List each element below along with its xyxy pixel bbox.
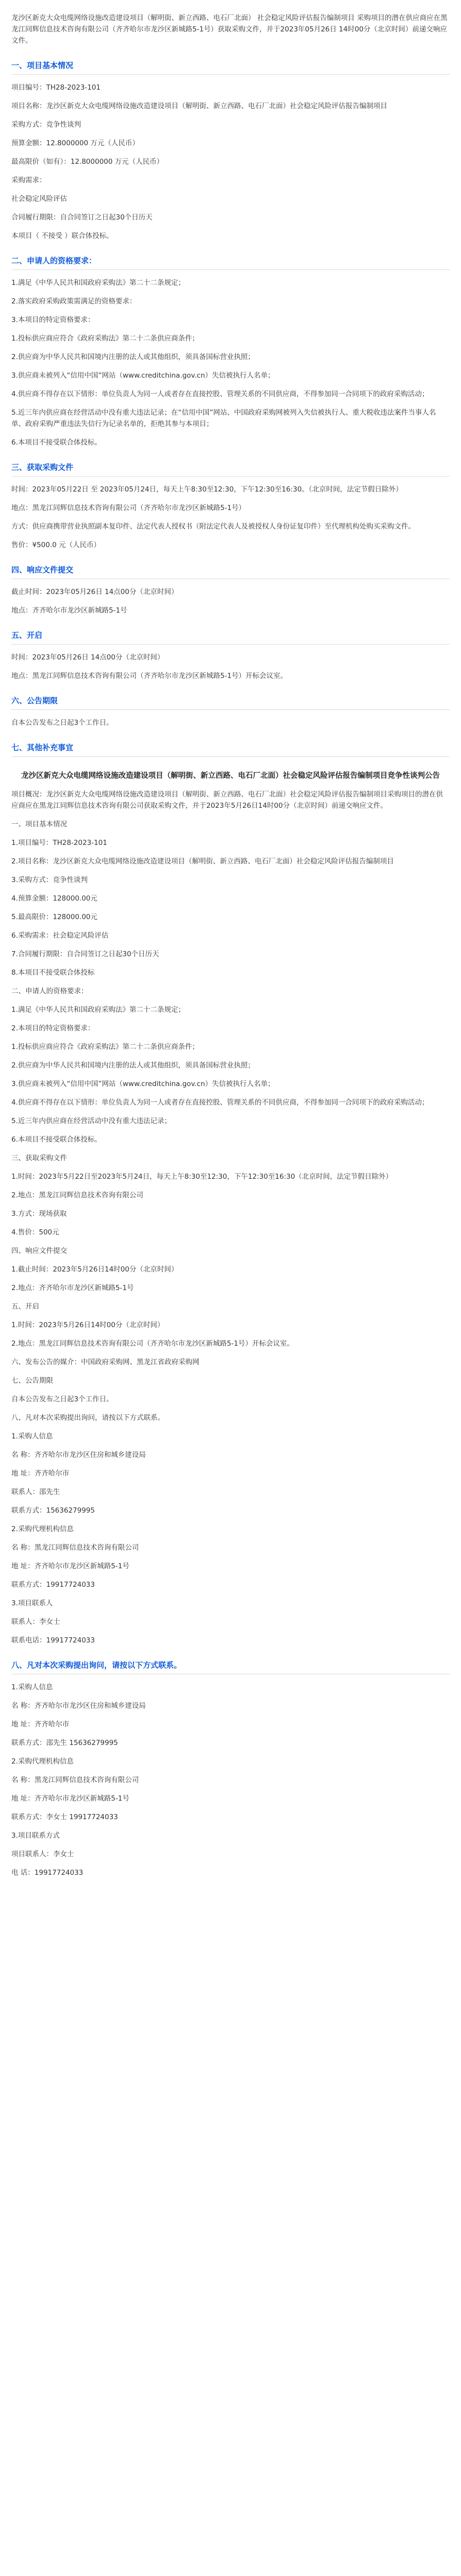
text-line: 3.供应商未被列入“信用中国”网站（www.creditchina.gov.cn）失信被执行人名单； (11, 1080, 275, 1088)
agency-label: 2.采购代理机构信息 (11, 1757, 74, 1766)
text-line: 联系方式：19917724033 (11, 1581, 95, 1589)
text-line: 1.时间：2023年5月26日14时00分（北京时间） (11, 1321, 164, 1329)
text-line: 最高限价（如有）：12.8000000 万元（人民币） (11, 158, 164, 166)
agency-address: 地 址：齐齐哈尔市龙沙区新城路5-1号 (11, 1794, 129, 1803)
section-heading-2: 二、申请人的资格要求： (11, 256, 97, 265)
text-line: 6.本项目不接受联合体投标。 (11, 1136, 102, 1144)
section-divider (11, 74, 450, 75)
buyer-address: 地 址：齐齐哈尔市 (11, 1720, 70, 1728)
text-line: 5.近三年内供应商在经营活动中没有重大违法记录； (11, 1117, 171, 1125)
text-line: 2.供应商为中华人民共和国境内注册的法人或其他组织，须具备国标营业执照； (11, 1061, 255, 1070)
text-line: 8.本项目不接受联合体投标 (11, 969, 95, 977)
text-line: 3.采购方式：竞争性谈判 (11, 876, 88, 884)
text-line: 3.方式：现场获取 (11, 1210, 67, 1218)
text-line: 4.供应商不得存在以下情形：单位负责人为同一人或者存在直接控股、管理关系的不同供应商，不得参加同一合同项下的政府采购活动； (11, 390, 429, 398)
text-line: 预算金额：12.8000000 万元（人民币） (11, 139, 139, 147)
text-line: 2.采购代理机构信息 (11, 1525, 74, 1533)
text-line: 合同履行期限：自合同签订之日起30个日历天 (11, 213, 153, 222)
text-line: 本项目（ 不接受 ）联合体投标。 (11, 232, 113, 240)
text-line: 一、项目基本情况 (11, 820, 67, 828)
text-line: 2.项目名称：龙沙区新克大众电缆网络设施改造建设项目（解明街、新立西路、电石厂北面）社会稳定风险评估报告编制项目 (11, 857, 394, 866)
text-line: 6.本项目不接受联合体投标。 (11, 438, 102, 447)
text-line: 2.供应商为中华人民共和国境内注册的法人或其他组织，须具备国标营业执照； (11, 353, 255, 361)
agency-name: 名 称：黑龙江同辉信息技术咨询有限公司 (11, 1776, 139, 1784)
text-line: 项目编号：TH28-2023-101 (11, 83, 101, 92)
text-line: 2.落实政府采购政策需满足的资格要求： (11, 297, 137, 306)
text-line: 售价：¥500.0 元（人民币） (11, 541, 101, 549)
text-line: 地点：黑龙江同辉信息技术咨询有限公司（齐齐哈尔市龙沙区新城路5-1号） (11, 504, 246, 512)
text-line: 4.供应商不得存在以下情形：单位负责人为同一人或者存在直接控股、管理关系的不同供应商，不得参加同一合同项下的政府采购活动； (11, 1098, 429, 1107)
text-line: 项目概况：龙沙区新克大众电缆网络设施改造建设项目（解明街、新立西路、电石厂北面）社会稳定风险评估报告编制项目采购项目的潜在供应商应在黑龙江同辉信息技术咨询有限公司获取采购文件，并于2023年5月26日14时00分（北京时间）前递交响应文件。 (11, 790, 443, 810)
section-divider (11, 269, 450, 270)
section-6-body (11, 717, 450, 728)
text-line: 社会稳定风险评估 (11, 195, 67, 203)
text-line: 3.本项目的特定资格要求： (11, 316, 95, 324)
text-line: 自本公告发布之日起3个工作日。 (11, 1395, 113, 1403)
section-heading-5: 五、开启 (11, 631, 43, 640)
text-line: 七、公告期限 (11, 1377, 53, 1385)
text-line: 2.本项目的特定资格要求： (11, 1024, 95, 1032)
text-line: 方式：供应商携带营业执照副本复印件、法定代表人授权书（附法定代表人及被授权人身份证复印件）至代理机构处购买采购文件。 (11, 522, 415, 531)
section-heading-7: 七、其他补充事宜 (11, 743, 74, 752)
text-line: 地 址：齐齐哈尔市龙沙区新城路5-1号 (11, 1562, 129, 1570)
section-3-body (11, 484, 450, 551)
text-line: 5.近三年内供应商在经营活动中没有重大违法记录；在“信用中国”网站、中国政府采购网被列入失信被执行人、重大税收违法案件当事人名单、政府采购严重违法失信行为记录名单的，拒绝其参与本项目； (11, 409, 436, 428)
buyer-label: 1.采购人信息 (11, 1683, 53, 1691)
text-line: 6.采购需求：社会稳定风险评估 (11, 931, 109, 940)
text-line: 1.满足《中华人民共和国政府采购法》第二十二条规定； (11, 279, 185, 287)
section-divider (11, 644, 450, 645)
section-heading-8: 八、凡对本次采购提出询问，请按以下方式联系。 (11, 1660, 182, 1670)
text-line: 联系人：李女士 (11, 1618, 60, 1626)
section-8-body (11, 1682, 450, 1878)
text-line: 地点：齐齐哈尔市龙沙区新城路5-1号 (11, 606, 127, 615)
section-heading-3: 三、获取采购文件 (11, 463, 74, 472)
text-line: 1.投标供应商应符合《政府采购法》第二十二条供应商条件； (11, 334, 199, 343)
supplement-title: 龙沙区新克大众电缆网络设施改造建设项目（解明街、新立西路、电石厂北面）社会稳定风险评估报告编制项目竞争性谈判公告 (21, 772, 440, 780)
text-line: 联系方式：15636279995 (11, 1506, 95, 1515)
text-line: 2.地点：黑龙江同辉信息技术咨询有限公司 (11, 1191, 143, 1199)
text-line: 1.项目编号：TH28-2023-101 (11, 839, 107, 847)
text-line: 地点：黑龙江同辉信息技术咨询有限公司（齐齐哈尔市龙沙区新城路5-1号）开标会议室。 (11, 672, 288, 680)
text-line: 1.投标供应商应符合《政府采购法》第二十二条供应商条件； (11, 1043, 199, 1051)
text-line: 二、申请人的资格要求： (11, 987, 88, 995)
section-divider (11, 709, 450, 710)
text-line: 采购方式：竞争性谈判 (11, 121, 81, 129)
buyer-contact: 联系方式：邵先生 15636279995 (11, 1739, 118, 1747)
project-contact-phone: 电 话：19917724033 (11, 1869, 84, 1877)
section-heading-1: 一、项目基本情况 (11, 61, 74, 70)
text-line: 4.预算金额：128000.00元 (11, 894, 97, 903)
text-line: 2.地点：齐齐哈尔市龙沙区新城路5-1号 (11, 1284, 134, 1292)
text-line: 7.合同履行期限：自合同签订之日起30个日历天 (11, 950, 159, 958)
project-contact-name: 项目联系人：李女士 (11, 1850, 74, 1858)
text-line: 六、发布公告的媒介：中国政府采购网、黑龙江省政府采购网 (11, 1358, 200, 1366)
project-contact-label: 3.项目联系方式 (11, 1832, 60, 1840)
agency-contact: 联系方式：李女士 19917724033 (11, 1813, 118, 1821)
section-heading-4: 四、响应文件提交 (11, 565, 74, 574)
text-line: 3.供应商未被列入“信用中国”网站（www.creditchina.gov.cn）失信被执行人名单； (11, 371, 275, 380)
section-divider (11, 756, 450, 757)
text-line: 三、获取采购文件 (11, 1154, 67, 1162)
buyer-name: 名 称：齐齐哈尔市龙沙区住房和城乡建设局 (11, 1702, 146, 1710)
intro-paragraph: 龙沙区新克大众电缆网络设施改造建设项目（解明街、新立西路、电石厂北面） 社会稳定风险评估报告编制项目 采购项目的潜在供应商应在黑龙江同辉信息技术咨询有限公司（齐齐哈尔市龙沙区新城路5-1号）获取采购文件，并于2023年05月26日 14时00分（北京时间）前递交响应文件。 (11, 14, 448, 45)
text-line: 四、响应文件提交 (11, 1247, 67, 1255)
text-line: 截止时间：2023年05月26日 14点00分（北京时间） (11, 588, 178, 596)
text-line: 5.最高限价：128000.00元 (11, 913, 97, 921)
text-line: 1.采购人信息 (11, 1432, 53, 1440)
text-line: 1.截止时间：2023年5月26日14时00分（北京时间） (11, 1265, 178, 1274)
text-line: 1.满足《中华人民共和国政府采购法》第二十二条规定； (11, 1006, 185, 1014)
section-7-body (11, 789, 450, 1646)
text-line: 联系电话：19917724033 (11, 1636, 95, 1645)
text-line: 时间：2023年05月22日 至 2023年05月24日，每天上午8:30至12:30，下午12:30至16:30。（北京时间，法定节假日除外） (11, 485, 403, 494)
section-heading-6: 六、公告期限 (11, 696, 58, 705)
text-line: 2.地点：黑龙江同辉信息技术咨询有限公司（齐齐哈尔市龙沙区新城路5-1号）开标会议室。 (11, 1340, 294, 1348)
section-2-body (11, 277, 450, 448)
text-line: 项目名称：龙沙区新克大众电缆网络设施改造建设项目（解明街、新立西路、电石厂北面）社会稳定风险评估报告编制项目 (11, 102, 387, 110)
section-divider (11, 476, 450, 477)
text-line: 1.时间：2023年5月22日至2023年5月24日，每天上午8:30至12:30，下午12:30至16:30（北京时间，法定节假日除外） (11, 1173, 393, 1181)
text-line: 地 址：齐齐哈尔市 (11, 1469, 70, 1478)
text-line: 4.售价：500元 (11, 1228, 59, 1236)
text-line: 五、开启 (11, 1302, 39, 1311)
text-line: 名 称：齐齐哈尔市龙沙区住房和城乡建设局 (11, 1451, 146, 1459)
text-line: 名 称：黑龙江同辉信息技术咨询有限公司 (11, 1544, 139, 1552)
text-line: 时间：2023年05月26日 14点00分（北京时间） (11, 653, 164, 662)
text-line: 采购需求： (11, 176, 46, 184)
text-line: 3.项目联系人 (11, 1599, 53, 1607)
section-1-body (11, 82, 450, 242)
section-5-body (11, 652, 450, 682)
text-line: 自本公告发布之日起3个工作日。 (11, 719, 113, 727)
section-4-body (11, 586, 450, 616)
text-line: 八、凡对本次采购提出询问，请按以下方式联系。 (11, 1414, 164, 1422)
text-line: 联系人：邵先生 (11, 1488, 60, 1496)
